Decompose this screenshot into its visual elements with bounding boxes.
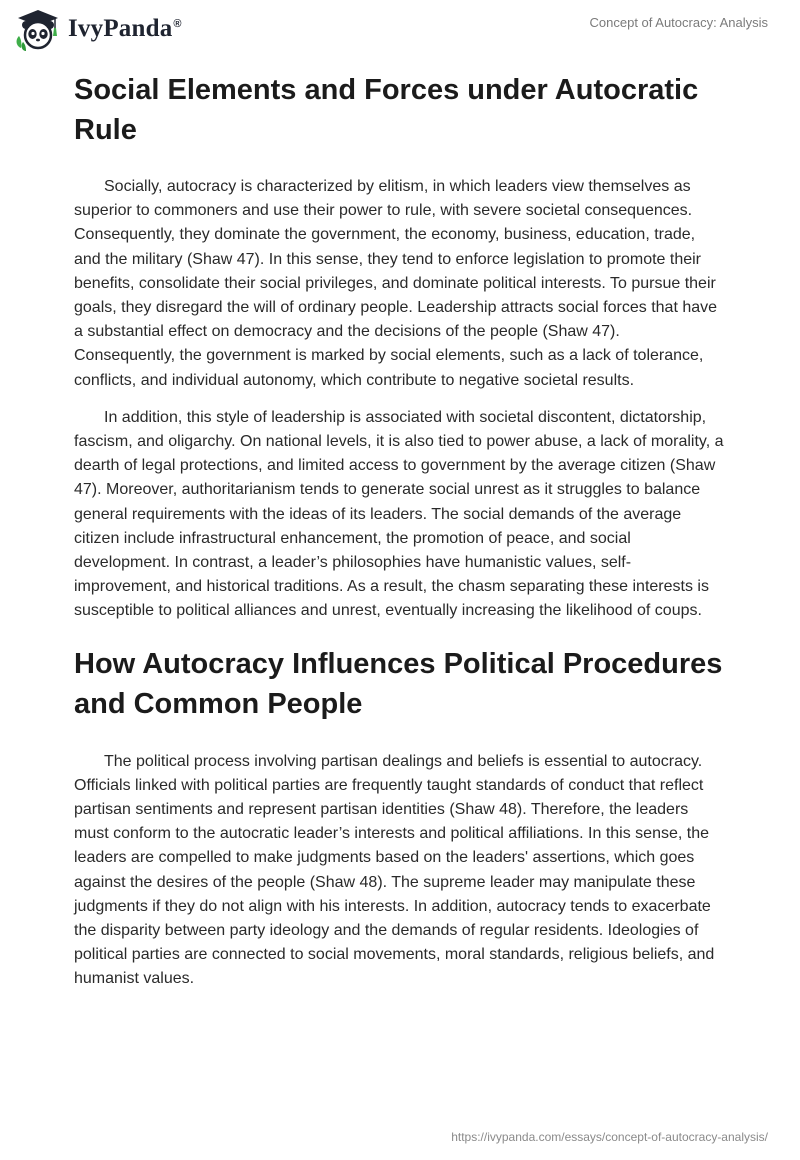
- registered-mark: ®: [173, 17, 182, 30]
- paragraph: The political process involving partisan dealings and beliefs is essential to autocracy. Officials linked with political parties are frequently taught standards of conduct that reflect partisan sentiments and represent partisan identities (Shaw 48). Therefore, the leaders must conform to the autocratic leader’s interests and political affiliations. In this sense, the leaders are compelled to make judgments based on the leaders' assertions, which goes against the desires of the people (Shaw 48). The supreme leader may manipulate these judgments if they do not align with his interests. In addition, autocracy tends to exacerbate the disparity between party ideology and the demands of regular residents. Ideologies of political parties are connected to social movements, moral standards, religious beliefs, and humanist values.: [74, 752, 715, 988]
- ivypanda-logo[interactable]: [14, 6, 182, 52]
- source-url[interactable]: https://ivypanda.com/essays/concept-of-autocracy-analysis/: [451, 1130, 768, 1144]
- section-heading: How Autocracy Influences Political Procedures and Common People: [74, 647, 723, 720]
- paragraph: Socially, autocracy is characterized by elitism, in which leaders view themselves as superior to commoners and use their power to rule, with severe societal consequences. Consequently, they dominate the government, the economy, business, education, trade, and the military (Shaw 47). In this sense, they tend to enforce legislation to promote their benefits, consolidate their social privileges, and dominate political interests. To pursue their goals, they disregard the will of ordinary people. Leadership attracts social forces that have a substantial effect on democracy and the decisions of the people (Shaw 47). Consequently, the government is marked by social elements, such as a lack of tolerance, conflicts, and individual autonomy, which contribute to negative societal results.: [74, 178, 718, 389]
- essay-content: [74, 70, 724, 992]
- document-title: Concept of Autocracy: Analysis: [589, 15, 768, 30]
- page-header: [0, 0, 800, 62]
- logo-text: IvyPanda®: [68, 15, 182, 42]
- paragraph: In addition, this style of leadership is associated with societal discontent, dictatorship, fascism, and oligarchy. On national levels, it is also tied to power abuse, a lack of morality, a dearth of legal protections, and limited access to government by the average citizen (Shaw 47). Moreover, authoritarianism tends to generate social unrest as it struggles to balance general requirements with the ideas of its leaders. The social demands of the average citizen include infrastructural enhancement, the promotion of peace, and social development. In contrast, a leader’s philosophies have humanistic values, self-improvement, and historical traditions. As a result, the chasm separating these interests is susceptible to political alliances and unrest, eventually increasing the likelihood of coups.: [74, 408, 724, 620]
- panda-graduate-icon: [14, 6, 62, 52]
- section-heading: Social Elements and Forces under Autocratic Rule: [74, 74, 699, 146]
